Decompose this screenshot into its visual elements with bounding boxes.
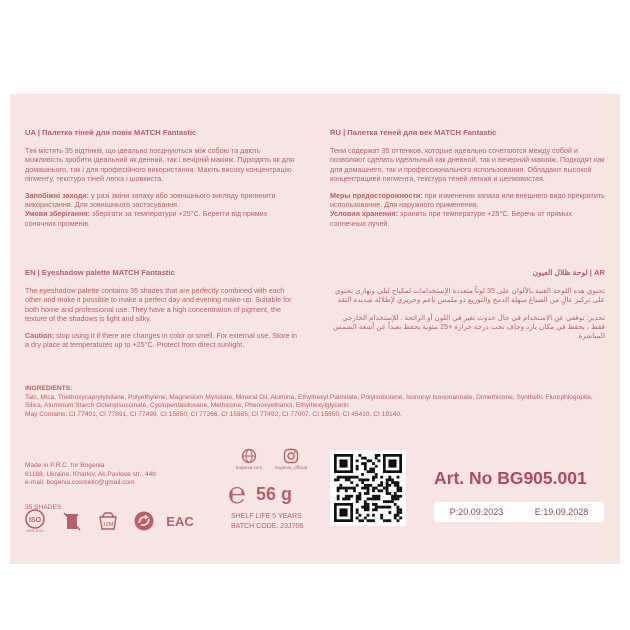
ingredients-label: INGREDIENTS:	[25, 385, 73, 392]
website-link[interactable]	[230, 448, 268, 470]
en-body: The eyeshadow palette contains 35 shades that are perfectly combined with each other and make it possible to make a perfect day and evening make-up. Suitable for both home and professional use. They have a high concentration of pigment, the texture of the shadows is light and silky.	[25, 286, 292, 323]
qr-code[interactable]	[330, 450, 406, 526]
ru-caution: Меры предосторожности: при изменении запаха или внешнего видо прекратить использование. Для наружного применения.	[330, 191, 605, 210]
pao-jar-icon	[96, 509, 120, 533]
ua-storage: Умови зберігання: зберігати за температури +25°С. Берегти від прямих сонячних променів.	[25, 209, 268, 228]
weight-value: 56 g	[256, 483, 293, 504]
manufacturer-line: Made in P.R.C. for Bogenia	[25, 462, 105, 469]
social-links	[230, 448, 310, 470]
manufacturer-address: 61168, Ukraine, Kharkiv, Ak.Pavlova str., 44b	[25, 470, 156, 478]
ua-title: UA | Палетка тіней для повік MATCH Fantastic	[25, 128, 197, 137]
ar-body: تحتوي هذه اللوحة الغنية بالألوان على 35 لوناً متعددة الإستخدامات لمكياج ليلي ونهاري تحتوي على تركيز عالٍ من الصباغ سهلة الدمج والتوزيع ذو ملمس ناعم وحريري لإطلالة شديدة الثقة	[334, 286, 605, 305]
website-label: bogenia.com	[235, 465, 263, 470]
iso-icon-text: ISO	[28, 517, 42, 524]
expiry-date: E:19.09.2028	[534, 507, 589, 517]
recycle-arrow-icon	[132, 509, 156, 533]
ar-title: AR | لوحة ظلال العيون	[532, 268, 605, 277]
instagram-icon	[283, 448, 299, 464]
iso-icon-caption: 9001:2015	[26, 529, 44, 533]
ru-body: Тени содержат 35 оттенков, которые идеально сочетаются между собой и позволяют сделать идеальный как дневной, так и вечерний макияж. Подходят как для домашнего, так и профессионального использования. Обладают высокой концентрацией пигмента, текстура теней легкая и шелковистая.	[330, 146, 605, 183]
ru-title: RU | Палетка теней для век MATCH Fantastic	[330, 128, 497, 137]
ua-section	[25, 128, 295, 236]
iso-icon	[22, 507, 48, 535]
may-contain: May Contains: CI 77491, CI 77891, CI 77499, CI 15850, CI 77266, CI 15985, CI 77492, CI 77007, CI 15850, CI 45410, CI 19140.	[25, 410, 402, 418]
ua-body: Тіні містять 35 відтінків, що ідеально поєднуються між собою та дають можливість зробити ідеальний як денний, так і вечірній макіяж. Підходять як для домашнього, так і для професійного використання. Мають високу концентрацію пігменту, текстура тіней легка і шовкиста.	[25, 146, 295, 183]
batch-code: BATCH CODE: 23J706	[231, 523, 304, 530]
globe-icon	[241, 448, 257, 464]
net-weight	[228, 477, 293, 510]
ar-caution: تحذير: توقفي عن الاستخدام في حال حدوث تغير في اللون أو الرائحة . للإستخدام الخارجي فقط ، يحفظ في مكان بارد وجاف تحت درجة حرارة +25 مئوية يحفظ بعيداً عن أشعة الشمس المباشرة	[332, 312, 605, 341]
ru-section	[330, 128, 605, 236]
en-title: EN | Eyeshadow palette MATCH Fantastic	[25, 268, 175, 277]
ingredients	[25, 385, 610, 419]
eac-icon: EAC	[166, 513, 194, 529]
ar-section	[330, 268, 605, 348]
shelf-life: SHELF LIFE 5 YEARS	[231, 513, 302, 520]
production-dates	[434, 502, 604, 522]
manufacturer-email: e-mail: bogenia.cosmetic@gmail.com	[25, 479, 135, 487]
manufacturer	[25, 462, 156, 488]
article-number: Art. No BG905.001	[434, 468, 587, 488]
certification-icons	[22, 507, 192, 535]
instagram-label: bogenia_official	[275, 465, 307, 470]
pao-jar-icon-text: 12M	[102, 522, 114, 528]
shelf-info	[231, 512, 303, 532]
estimated-sign-icon: ℮	[228, 477, 247, 510]
recycle-bin-icon	[60, 509, 84, 533]
ua-caution: Запобіжні заходи: у разі зміни запаху або зовнішнього вигляду припинити використання. Для зовнішнього застосування.	[25, 191, 276, 210]
ru-storage: Условия хранения: хранить при температуре +25°С. Беречь от прямых солнечных лучей.	[330, 209, 572, 228]
instagram-link[interactable]	[272, 448, 310, 470]
shades-count: 35 SHADES	[25, 504, 62, 511]
en-section	[25, 268, 300, 357]
ingredients-text: Talc, Mica, Triethoxycaprylylsilane, Polyethylene, Magnesium Myristate, Mineral Oil, Alumina, Ethylhexyl Palmitate, Polyisobutene, Isononyl Isononanoate, Dimethicone, Synthetic Fluorphlogopite, Silica, Aluminum Starch Octenylsuccinate, Cyclopentasiloxane, Methicone, Phenoxyethanol, Ethylhexylglycerin	[25, 393, 593, 410]
production-date: P:20.09.2023	[449, 507, 504, 517]
en-caution: Caution: stop using it if there are changes in color or smell. For external use. Store in a dry place at temperatures up to +25°C. Protect from direct sunlight.	[25, 331, 298, 350]
